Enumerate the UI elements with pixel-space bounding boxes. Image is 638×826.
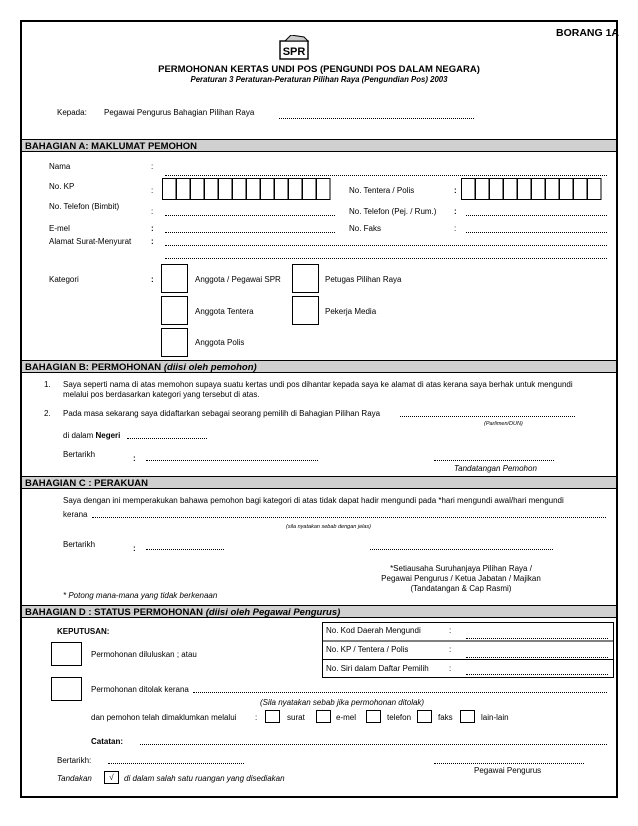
kp-field[interactable] [466,657,608,658]
bahagian-field[interactable] [400,416,575,417]
kod-field[interactable] [466,638,608,639]
colon: : [449,664,452,673]
catatan-field[interactable] [140,744,607,745]
colon: : [151,186,154,195]
maklum-label: dan pemohon telah dimaklumkan melalui [91,713,237,722]
telpej-label: No. Telefon (Pej. / Rum.) [349,207,437,216]
tolak-label: Permohonan ditolak kerana [91,685,189,694]
section-a-header: BAHAGIAN A: MAKLUMAT PEMOHON [22,139,616,152]
checkbox-media[interactable] [292,296,319,325]
c-sig-line-2: Pegawai Pengurus / Ketua Jabatan / Majikan [381,574,541,583]
section-b-header: BAHAGIAN B: PERMOHONAN (diisi oleh pemohon) [22,360,616,373]
parlimen-note: (Parlimen/DUN) [484,421,523,427]
c-para-2: kerana [63,510,88,519]
colon: : [151,207,154,216]
checkbox-lulus[interactable] [51,642,82,666]
alamat-field-2[interactable] [165,258,607,259]
alamat-label: Alamat Surat-Menyurat [49,237,132,246]
siri-field[interactable] [466,674,608,675]
kategori-label: Kategori [49,275,79,284]
surat-label: surat [287,713,305,722]
c-reason-note: (sila nyatakan sebab dengan jelas) [286,524,372,530]
checkbox-emel[interactable] [316,710,331,723]
b-signature-field[interactable] [434,460,554,461]
telefon-label: No. Telefon (Bimbit) [49,202,120,211]
kepada-line[interactable] [279,118,474,119]
b-bertarikh-label: Bertarikh [63,450,96,459]
negeri-field[interactable] [127,438,207,439]
negeri-label: di dalam Negeri [63,431,121,440]
colon: : [133,454,136,463]
keputusan-label: KEPUTUSAN: [57,627,110,636]
nama-field[interactable] [165,175,607,176]
checkbox-petugas[interactable] [292,264,319,293]
tolak-note: (Sila nyatakan sebab jika permohonan ditolak) [260,698,425,707]
d-bertarikh-field[interactable] [108,763,244,764]
checkbox-faks[interactable] [417,710,432,723]
colon: : [454,207,457,216]
c-signature-field[interactable] [370,549,553,550]
telefon-label: telefon [387,713,412,722]
catatan-label: Catatan: [91,737,124,746]
cat-media-label: Pekerja Media [325,307,377,316]
checkbox-spr[interactable] [161,264,188,293]
tentera-label: No. Tentera / Polis [349,186,415,195]
c-bertarikh-label: Bertarikh [63,540,96,549]
checkbox-surat[interactable] [265,710,280,723]
lulus-label: Permohonan diluluskan ; atau [91,650,197,659]
telpej-field[interactable] [466,215,607,216]
form-title: PERMOHONAN KERTAS UNDI POS (PENGUNDI POS DALAM NEGARA) [158,64,480,75]
item-number: 1. [44,380,51,389]
d-bertarikh-label: Bertarikh: [57,756,92,765]
colon: : [449,645,452,654]
kod-label: No. Kod Daerah Mengundi [326,626,421,635]
faks-label: No. Faks [349,224,382,233]
lain-label: lain-lain [481,713,509,722]
colon: : [133,544,136,553]
tentera-boxes[interactable] [461,178,611,200]
d-signature-field[interactable] [434,763,584,764]
alamat-field-1[interactable] [165,245,607,246]
item-number: 2. [44,409,51,418]
colon: : [255,713,258,722]
b-para-1b: melalui pos berdasarkan kategori yang tersebut di atas. [63,390,260,399]
tandakan-label: Tandakan [57,774,92,783]
cat-tentera-label: Anggota Tentera [195,307,254,316]
colon: : [449,626,452,635]
siri-label: No. Siri dalam Daftar Pemilih [326,664,429,673]
colon: : [151,162,154,171]
form-subtitle: Peraturan 3 Peraturan-Peraturan Pilihan Raya (Pengundian Pos) 2003 [190,75,448,84]
checkbox-telefon[interactable] [366,710,381,723]
emel-label: E-mel [49,224,70,233]
tolak-field[interactable] [193,692,607,693]
faks-label: faks [438,713,453,722]
c-bertarikh-field[interactable] [146,549,224,550]
c-potong-note: * Potong mana-mana yang tidak berkenaan [63,591,218,600]
colon: : [151,224,154,233]
tick-example: √ [104,771,119,784]
kepada-value: Pegawai Pengurus Bahagian Pilihan Raya [104,108,255,117]
b-para-2: Pada masa sekarang saya didaftarkan sebagai seorang pemilih di Bahagian Pilihan Raya [63,409,381,418]
spr-logo [277,35,313,61]
nokp-boxes[interactable] [162,178,338,200]
section-d-header: BAHAGIAN D : STATUS PERMOHONAN (diisi oleh Pegawai Pengurus) [22,605,616,618]
c-reason-field[interactable] [92,517,606,518]
form-code: BORANG 1A [556,27,620,39]
section-c-header: BAHAGIAN C : PERAKUAN [22,476,616,489]
b-para-1a: Saya seperti nama di atas memohon supaya suatu kertas undi pos dihantar kepada saya ke alamat di atas kerana saya berhak untuk mengundi [63,380,573,389]
svg-text:SPR: SPR [282,46,306,58]
checkbox-polis[interactable] [161,328,188,357]
b-signature-label: Tandatangan Pemohon [454,464,537,473]
cat-spr-label: Anggota / Pegawai SPR [195,275,281,284]
colon: : [454,224,457,233]
telefon-field[interactable] [165,215,335,216]
c-sig-line-1: *Setiausaha Suruhanjaya Pilihan Raya / [390,564,532,573]
b-bertarikh-field[interactable] [146,460,318,461]
emel-field[interactable] [165,232,335,233]
colon: : [151,237,154,246]
c-para-1: Saya dengan ini memperakukan bahawa pemohon bagi kategori di atas tidak dapat hadir mengundi pada *hari mengundi awal/hari mengundi [63,496,564,505]
emel-label: e-mel [336,713,357,722]
colon: : [454,186,457,195]
tandakan-text: di dalam salah satu ruangan yang disediakan [124,774,285,783]
checkbox-tentera[interactable] [161,296,188,325]
pegawai-label: Pegawai Pengurus [474,766,542,775]
kp-label: No. KP / Tentera / Polis [326,645,409,654]
nama-label: Nama [49,162,71,171]
c-sig-line-3: (Tandatangan & Cap Rasmi) [410,584,512,593]
nokp-label: No. KP [49,182,75,191]
kepada-label: Kepada: [57,108,87,117]
cat-petugas-label: Petugas Pilihan Raya [325,275,402,284]
faks-field[interactable] [466,232,607,233]
checkbox-lain[interactable] [460,710,475,723]
checkbox-tolak[interactable] [51,677,82,701]
cat-polis-label: Anggota Polis [195,338,245,347]
colon: : [151,275,154,284]
